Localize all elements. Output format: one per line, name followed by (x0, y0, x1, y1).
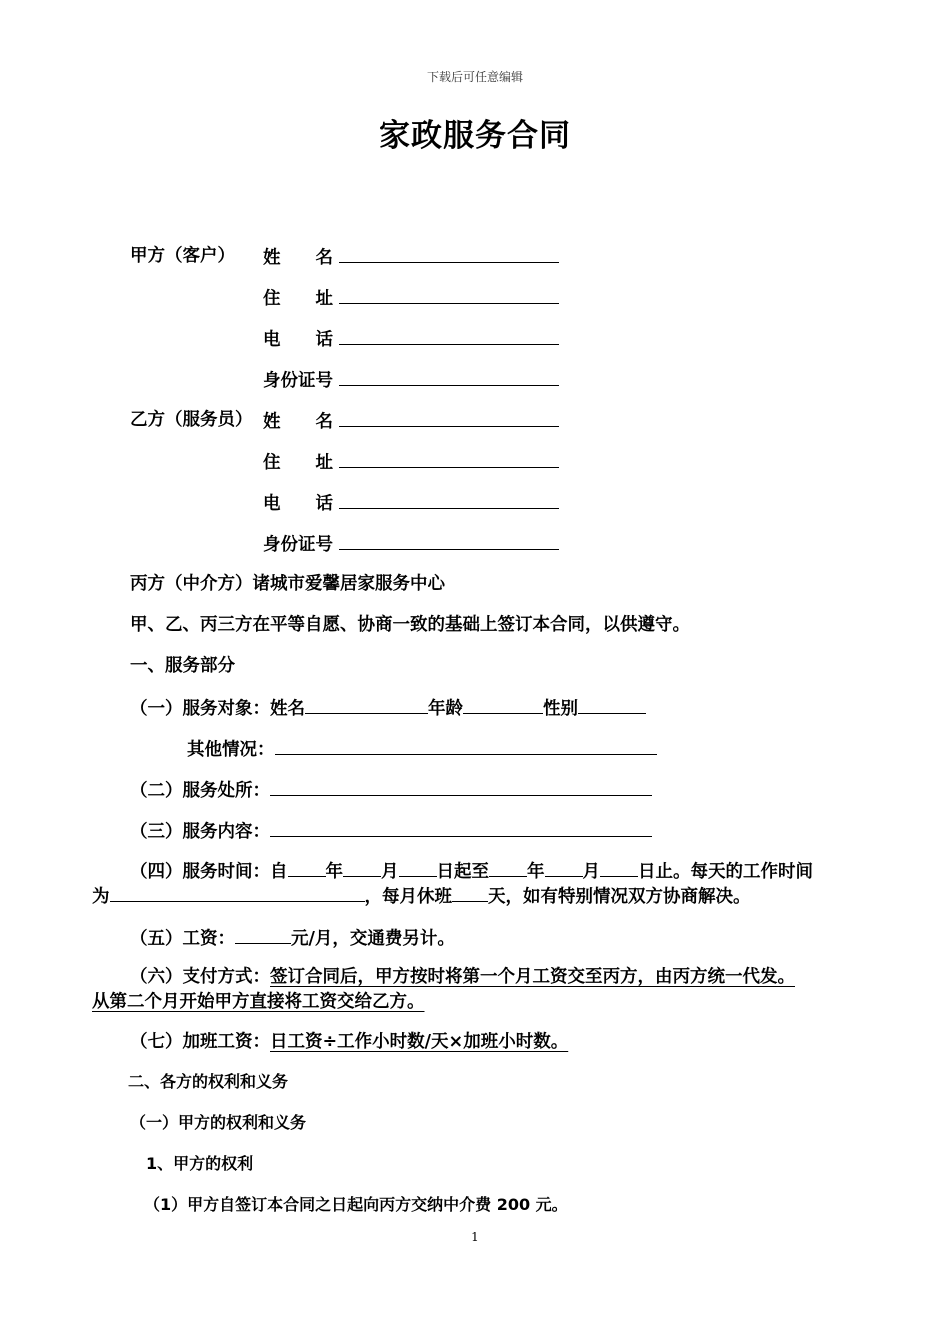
party-a-phone-field[interactable] (263, 326, 559, 352)
service-place-label: （二）服务处所： (130, 781, 270, 801)
field-label: 姓 名 (263, 248, 333, 268)
rest-days-blank[interactable] (452, 883, 488, 902)
other-info-line (187, 736, 657, 762)
intro-paragraph: 甲、乙、丙三方在平等自愿、协商一致的基础上签订本合同，以供遵守。 (130, 615, 690, 635)
party-a-phone-blank[interactable] (339, 326, 559, 345)
section2-sub1-1-1: （1）甲方自签订本合同之日起向丙方交纳中介费 200 元。 (144, 1195, 568, 1214)
end-year-blank[interactable] (489, 858, 527, 877)
payment-method-text-cont: 从第二个月开始甲方直接将工资交给乙方。 (92, 992, 425, 1012)
service-target-name-blank[interactable] (305, 695, 428, 714)
service-content-line (130, 818, 652, 844)
other-info-label: 其他情况： (187, 740, 275, 760)
section1-heading: 一、服务部分 (130, 656, 235, 676)
other-info-blank[interactable] (275, 736, 657, 755)
field-label: 电 话 (263, 330, 333, 350)
salary-line (130, 925, 455, 951)
field-label: 电 话 (263, 494, 333, 514)
service-content-label: （三）服务内容： (130, 822, 270, 842)
start-day-blank[interactable] (399, 858, 437, 877)
payment-method-line-2 (92, 990, 425, 1014)
party-b-label: 乙方（服务员） (130, 410, 253, 430)
month-label: 月 (381, 862, 399, 882)
service-time-line-1 (130, 858, 813, 884)
payment-method-label: （六）支付方式： (130, 967, 270, 987)
service-time-label: （四）服务时间：自 (130, 862, 288, 882)
document-title: 家政服务合同 (379, 118, 571, 154)
field-label: 身份证号 (263, 535, 333, 555)
age-label: 年龄 (428, 699, 463, 719)
party-b-phone-blank[interactable] (339, 490, 559, 509)
day-to-label: 日止。每天的工作时间 (638, 862, 813, 882)
month-label: 月 (582, 862, 600, 882)
start-month-blank[interactable] (343, 858, 381, 877)
rest-days-label: ，每月休班 (364, 887, 452, 907)
payment-method-line-1 (130, 965, 795, 989)
service-place-blank[interactable] (270, 777, 652, 796)
section2-sub1: （一）甲方的权利和义务 (130, 1113, 307, 1132)
field-label: 身份证号 (263, 371, 333, 391)
age-blank[interactable] (463, 695, 543, 714)
work-hours-prefix: 为 (92, 887, 110, 907)
end-day-blank[interactable] (600, 858, 638, 877)
party-a-address-field[interactable] (263, 285, 559, 311)
payment-method-text: 签订合同后，甲方按时将第一个月工资交至丙方，由丙方统一代发。 (270, 967, 795, 987)
salary-blank[interactable] (235, 925, 291, 944)
party-a-name-field[interactable] (263, 244, 559, 270)
year-label: 年 (325, 862, 343, 882)
start-year-blank[interactable] (288, 858, 326, 877)
end-month-blank[interactable] (545, 858, 583, 877)
field-label: 住 址 (263, 289, 333, 309)
rest-days-suffix: 天，如有特别情况双方协商解决。 (488, 887, 751, 907)
party-b-id-field[interactable] (263, 531, 559, 557)
gender-blank[interactable] (578, 695, 646, 714)
overtime-formula: 日工资÷工作小时数/天×加班小时数。 (270, 1032, 569, 1052)
party-a-label: 甲方（客户） (130, 246, 235, 266)
party-c-name: 诸城市爱馨居家服务中心 (252, 574, 445, 594)
salary-label: （五）工资： (130, 929, 235, 949)
party-b-phone-field[interactable] (263, 490, 559, 516)
page-number: 1 (471, 1230, 479, 1244)
party-b-name-blank[interactable] (339, 408, 559, 427)
party-a-address-blank[interactable] (339, 285, 559, 304)
gender-label: 性别 (543, 699, 578, 719)
overtime-line (130, 1030, 568, 1054)
field-label: 住 址 (263, 453, 333, 473)
service-place-line (130, 777, 652, 803)
party-b-address-blank[interactable] (339, 449, 559, 468)
service-content-blank[interactable] (270, 818, 652, 837)
party-b-id-blank[interactable] (339, 531, 559, 550)
work-hours-blank[interactable] (110, 883, 365, 902)
overtime-label: （七）加班工资： (130, 1032, 270, 1052)
party-a-id-field[interactable] (263, 367, 559, 393)
salary-unit: 元/月，交通费另计。 (291, 929, 455, 949)
section2-heading: 二、各方的权利和义务 (128, 1072, 289, 1091)
header-note: 下载后可任意编辑 (426, 70, 523, 84)
day-from-label: 日起至 (436, 862, 489, 882)
party-b-name-field[interactable] (263, 408, 559, 434)
field-label: 姓 名 (263, 412, 333, 432)
service-target-label: （一）服务对象：姓名 (130, 699, 305, 719)
party-c-line (130, 572, 445, 596)
party-c-label: 丙方（中介方） (130, 574, 253, 594)
party-a-id-blank[interactable] (339, 367, 559, 386)
party-a-name-blank[interactable] (339, 244, 559, 263)
year-label: 年 (527, 862, 545, 882)
service-time-line-2 (92, 883, 751, 909)
section2-sub1-1: 1、甲方的权利 (146, 1154, 254, 1173)
party-b-address-field[interactable] (263, 449, 559, 475)
service-target-line (130, 695, 646, 721)
